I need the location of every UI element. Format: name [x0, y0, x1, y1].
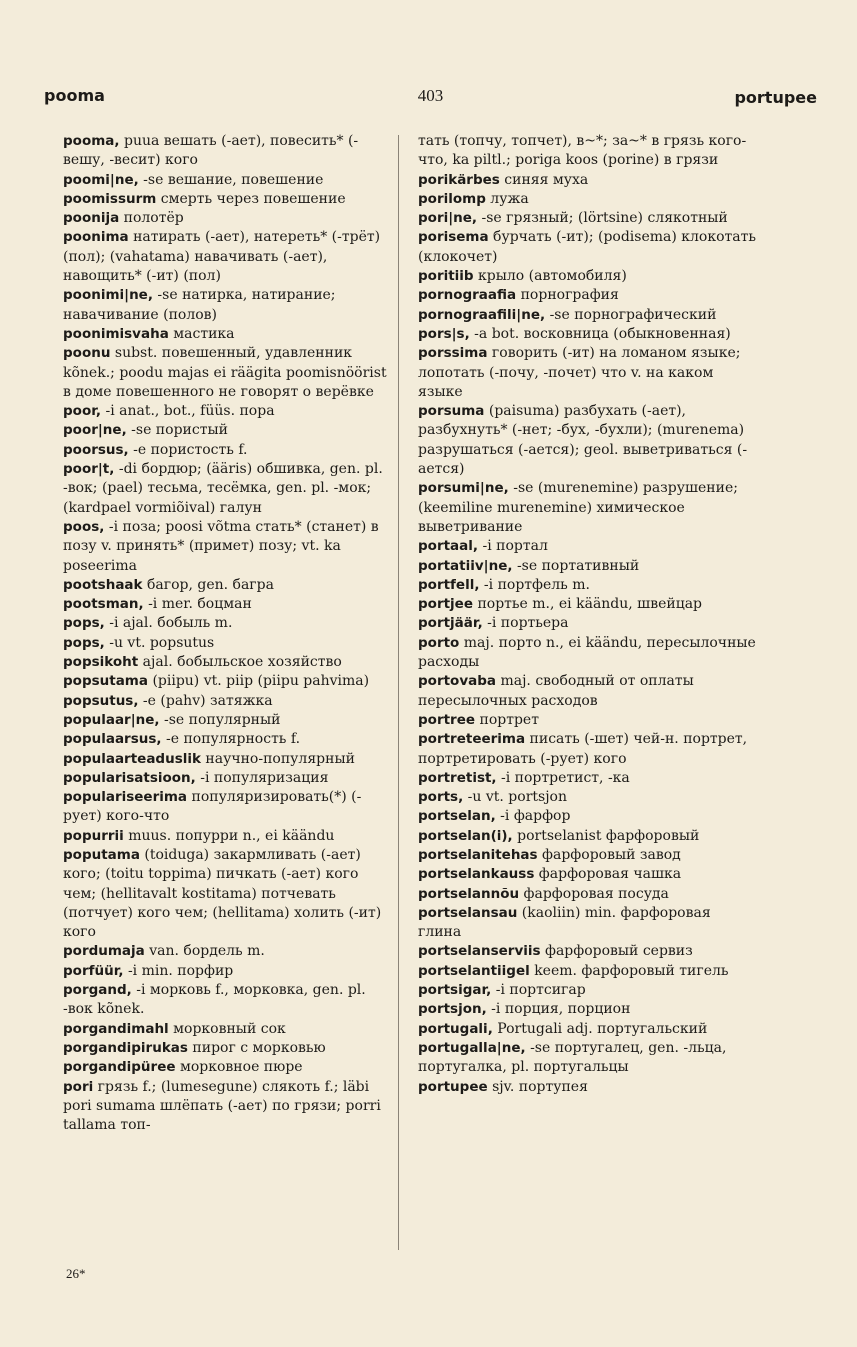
entry-definition: -e популярность f.: [161, 731, 301, 748]
entry-definition: мастика: [168, 325, 235, 342]
entry-definition: maj. свободный от оплаты пересылочных расходов: [418, 673, 694, 709]
dictionary-entry: [418, 730, 758, 769]
entry-definition: (toiduga) закармливать (-ает) кого; (toitu toppima) пичкать (-ает) кого чем; (hellitavalt kostitama) потчевать (потчует) кого чем; (hellitama) холить (-ит) кого: [63, 846, 382, 941]
entry-definition: синяя муха: [499, 171, 589, 188]
dictionary-entry: [63, 614, 393, 633]
dictionary-entry: [63, 402, 393, 421]
entry-headword: populaarteaduslik: [63, 750, 201, 767]
entry-definition: Portugali adj. португальский: [492, 1020, 708, 1037]
entry-headword: porisema: [418, 229, 489, 246]
dictionary-entry: [418, 769, 758, 788]
entry-definition: -i портфель m.: [479, 576, 590, 593]
entry-headword: populaarsus,: [63, 731, 162, 748]
entry-headword: portselansau: [418, 904, 518, 921]
entry-definition: фарфоровая посуда: [519, 885, 669, 902]
dictionary-entry: [63, 846, 393, 942]
entry-headword: pori|ne,: [418, 210, 478, 227]
dictionary-entry: [418, 228, 758, 267]
entry-headword: portugalla|ne,: [418, 1039, 526, 1056]
entry-definition: смерть через повешение: [156, 190, 346, 207]
entry-headword: poonu: [63, 345, 111, 362]
dictionary-entry: [418, 537, 758, 556]
entry-headword: portfell,: [418, 576, 480, 593]
dictionary-entry: [418, 788, 758, 807]
dictionary-entry: [418, 634, 758, 673]
entry-headword: portselantiigel: [418, 962, 530, 979]
entry-definition: -se порнографический: [545, 306, 717, 323]
dictionary-entry: [63, 1058, 393, 1077]
entry-definition: морковное пюре: [175, 1059, 303, 1076]
entry-definition: -i фарфор: [495, 808, 571, 825]
dictionary-entry: [418, 1020, 758, 1039]
entry-definition: -i портьера: [482, 615, 569, 632]
entry-headword: portselan,: [418, 808, 496, 825]
dictionary-entry: [418, 614, 758, 633]
dictionary-entry: [418, 286, 758, 305]
entry-definition: -se португалец, gen. -льца, португалка, pl. португальцы: [418, 1039, 727, 1076]
entry-definition: (kaoliin) min. фарфоровая глина: [418, 904, 711, 941]
entry-definition: -se портативный: [512, 557, 640, 574]
dictionary-entry: [418, 267, 758, 286]
dictionary-entry: [418, 981, 758, 1000]
entry-definition: писать (-шет) чей-н. портрет, портретировать (-рует) кого: [418, 731, 748, 767]
dictionary-entry: [63, 228, 393, 286]
entry-definition: бурчать (-ит); (podisema) клокотать (клокочет): [418, 229, 756, 265]
dictionary-entry: [63, 750, 393, 769]
entry-definition: -i морковь f., морковка, gen. pl. -вок kõnek.: [63, 982, 366, 1018]
entry-headword: poputama: [63, 846, 140, 863]
entry-headword: poor|ne,: [63, 422, 127, 439]
dictionary-entry: [63, 286, 393, 325]
entry-definition: -i mer. боцман: [143, 596, 252, 613]
dictionary-entry: [418, 171, 758, 190]
entry-headword: popurrii: [63, 827, 124, 844]
dictionary-entry: [63, 460, 393, 518]
entry-definition: maj. порто n., ei käändu, пересылочные расходы: [418, 634, 756, 671]
dictionary-entry: [63, 769, 393, 788]
entry-headword: popularisatsioon,: [63, 769, 196, 786]
entry-headword: portupee: [418, 1078, 488, 1095]
dictionary-entry: [63, 576, 393, 595]
entry-definition: portselanist фарфоровый: [512, 827, 700, 844]
entry-headword: poos,: [63, 518, 105, 535]
dictionary-entry: [418, 132, 758, 171]
entry-headword: porgandimahl: [63, 1020, 169, 1037]
left-column: [63, 132, 393, 1135]
entry-headword: portsjon,: [418, 1001, 487, 1018]
entry-definition: научно-популярный: [200, 750, 355, 767]
entry-headword: portreteerima: [418, 731, 526, 748]
entry-headword: poor|t,: [63, 461, 115, 478]
dictionary-entry: [418, 885, 758, 904]
dictionary-entry: [63, 132, 393, 171]
entry-headword: portjee: [418, 596, 473, 613]
entry-definition: -i anat., bot., füüs. пора: [101, 403, 275, 420]
entry-definition: -e пористость f.: [128, 441, 248, 458]
entry-headword: pornograafili|ne,: [418, 306, 546, 323]
entry-headword: portovaba: [418, 673, 497, 690]
dictionary-entry: [63, 421, 393, 440]
entry-headword: porgand,: [63, 982, 132, 999]
entry-definition: натирать (-ает), натереть* (-трёт) (пол); (vahatama) навачивать (-ает), навощить* (-ит) (пол): [63, 229, 381, 285]
entry-definition: -i портсигар: [491, 982, 586, 999]
dictionary-entry: [418, 1078, 758, 1097]
entry-definition: van. бордель m.: [144, 943, 265, 960]
dictionary-entry: [63, 692, 393, 711]
entry-headword: poomissurm: [63, 190, 157, 207]
entry-headword: portselanitehas: [418, 846, 538, 863]
dictionary-entry: [418, 904, 758, 943]
dictionary-entry: [418, 306, 758, 325]
entry-definition: крыло (автомобиля): [473, 268, 627, 285]
entry-headword: populariseerima: [63, 789, 188, 806]
entry-headword: pordumaja: [63, 943, 145, 960]
dictionary-entry: [418, 402, 758, 479]
page-header: [44, 86, 817, 114]
entry-headword: porto: [418, 634, 460, 651]
entry-definition: -se вешание, повешение: [138, 171, 324, 188]
page-number: 403: [417, 86, 444, 105]
dictionary-entry: [63, 827, 393, 846]
entry-headword: pops,: [63, 634, 105, 651]
entry-definition: полотёр: [119, 210, 184, 227]
dictionary-entry: [63, 711, 393, 730]
entry-headword: porsuma: [418, 403, 485, 420]
entry-definition: -se популярный: [159, 711, 281, 728]
entry-definition: -i min. порфир: [123, 962, 234, 979]
dictionary-entry: [63, 1078, 393, 1136]
entry-definition: грязь f.; (lumesegune) слякоть f.; läbi pori sumama шлёпать (-ает) по грязи; porri tallama топ-: [63, 1078, 381, 1134]
entry-definition: -e (pahv) затяжка: [138, 692, 273, 709]
dictionary-entry: [63, 962, 393, 981]
dictionary-entry: [63, 595, 393, 614]
entry-headword: populaar|ne,: [63, 711, 160, 728]
entry-definition: -u vt. popsutus: [104, 634, 215, 651]
entry-definition: -u vt. portsjon: [463, 789, 567, 806]
entry-headword: porikärbes: [418, 171, 500, 188]
entry-headword: porilomp: [418, 190, 486, 207]
entry-definition: -se пористый: [126, 422, 228, 439]
entry-headword: poorsus,: [63, 441, 129, 458]
sheet-signature: 26*: [66, 1266, 86, 1281]
dictionary-entry: [418, 1000, 758, 1019]
entry-headword: porsumi|ne,: [418, 480, 509, 497]
dictionary-entry: [63, 441, 393, 460]
dictionary-entry: [418, 209, 758, 228]
dictionary-entry: [63, 1020, 393, 1039]
entry-headword: porgandipirukas: [63, 1039, 188, 1056]
dictionary-entry: [63, 672, 393, 691]
dictionary-entry: [418, 807, 758, 826]
entry-definition: порнография: [516, 287, 619, 304]
dictionary-entry: [63, 518, 393, 576]
entry-definition: тать (топчу, топчет), в~*; за~* в грязь кого-что, ka piltl.; poriga koos (porine) в грязи: [418, 133, 747, 169]
entry-definition: puua вешать (-ает), повесить* (-вешу, -весит) кого: [63, 133, 359, 169]
dictionary-entry: [418, 1039, 758, 1078]
header-right-guideword: portupee: [734, 88, 817, 107]
dictionary-entry: [63, 730, 393, 749]
dictionary-entry: [63, 190, 393, 209]
entry-definition: -se натирка, натирание; навачивание (полов): [63, 287, 336, 323]
entry-headword: poor,: [63, 403, 102, 420]
dictionary-entry: [63, 344, 393, 402]
dictionary-entry: [63, 788, 393, 827]
dictionary-entry: [418, 942, 758, 961]
entry-definition: (piipu) vt. piip (piipu pahvima): [148, 673, 370, 690]
entry-definition: keem. фарфоровый тигель: [529, 962, 729, 979]
entry-headword: portree: [418, 711, 476, 728]
dictionary-entry: [418, 595, 758, 614]
dictionary-entry: [418, 576, 758, 595]
dictionary-entry: [418, 672, 758, 711]
entry-headword: portselan(i),: [418, 827, 513, 844]
entry-headword: pors|s,: [418, 325, 470, 342]
entry-definition: subst. повешенный, удавленник kõnek.; poodu majas ei räägita poomisnöörist в доме повешенного не говорят о верёвке: [63, 345, 387, 400]
entry-headword: poonija: [63, 210, 120, 227]
dictionary-entry: [418, 846, 758, 865]
entry-definition: багор, gen. багра: [142, 576, 274, 593]
entry-definition: -a bot. восковница (обыкновенная): [469, 325, 731, 342]
entry-headword: portjäär,: [418, 615, 483, 632]
entry-headword: ports,: [418, 789, 464, 806]
dictionary-entry: [418, 827, 758, 846]
entry-headword: porfüür,: [63, 962, 124, 979]
entry-definition: пирог с морковью: [187, 1039, 326, 1056]
entry-headword: portugali,: [418, 1020, 493, 1037]
entry-definition: muus. попурри n., ei käändu: [123, 827, 335, 844]
entry-headword: poonima: [63, 229, 129, 246]
dictionary-entry: [63, 1039, 393, 1058]
entry-definition: морковный сок: [168, 1020, 286, 1037]
entry-definition: лужа: [485, 190, 529, 207]
dictionary-entry: [418, 344, 758, 402]
entry-definition: портрет: [475, 711, 539, 728]
entry-definition: популяризировать(*) (-рует) кого-что: [63, 789, 362, 825]
right-column: [418, 132, 758, 1097]
entry-definition: фарфоровая чашка: [534, 866, 682, 883]
dictionary-entry: [63, 942, 393, 961]
entry-headword: portatiiv|ne,: [418, 557, 513, 574]
entry-headword: portselankauss: [418, 866, 535, 883]
dictionary-entry: [418, 190, 758, 209]
dictionary-entry: [418, 479, 758, 537]
dictionary-entry: [418, 962, 758, 981]
entry-headword: pootshaak: [63, 576, 143, 593]
entry-definition: фарфоровый сервиз: [540, 943, 693, 960]
entry-definition: -i ajal. бобыль m.: [104, 615, 233, 632]
dictionary-entry: [63, 325, 393, 344]
dictionary-entry: [63, 171, 393, 190]
entry-headword: portselannõu: [418, 885, 520, 902]
entry-headword: portretist,: [418, 769, 497, 786]
entry-headword: portsigar,: [418, 982, 492, 999]
entry-headword: portaal,: [418, 538, 479, 555]
entry-definition: фарфоровый завод: [537, 846, 681, 863]
entry-headword: poomi|ne,: [63, 171, 139, 188]
entry-definition: sjv. портупея: [487, 1078, 588, 1095]
dictionary-entry: [63, 981, 393, 1020]
entry-headword: pori: [63, 1078, 94, 1095]
entry-definition: -i портретист, -ка: [496, 769, 630, 786]
dictionary-entry: [418, 557, 758, 576]
entry-definition: -i популяризация: [195, 769, 329, 786]
entry-headword: pooma,: [63, 133, 120, 149]
entry-definition: (paisuma) разбухать (-ает), разбухнуть* (-нет; -бух, -бухли); (murenema) разрушаться (-ается); geol. выветриваться (-ается): [418, 403, 748, 478]
entry-headword: pornograafia: [418, 287, 517, 304]
entry-headword: poritiib: [418, 268, 474, 285]
entry-definition: -i поза; poosi võtma стать* (станет) в позу v. принять* (примет) позу; vt. ka poseerima: [63, 518, 379, 574]
entry-definition: ajal. бобыльское хозяйство: [138, 654, 342, 671]
entry-headword: pootsman,: [63, 596, 144, 613]
entry-headword: poonimisvaha: [63, 325, 169, 342]
header-left-guideword: pooma: [44, 86, 105, 105]
dictionary-entry: [418, 325, 758, 344]
dictionary-entry: [63, 209, 393, 228]
entry-definition: -se (murenemine) разрушение; (keemiline murenemine) химическое выветривание: [418, 480, 738, 535]
entry-headword: popsutama: [63, 673, 148, 690]
dictionary-entry: [63, 653, 393, 672]
entry-headword: portselanserviis: [418, 943, 541, 960]
entry-definition: -se грязный; (lörtsine) слякотный: [477, 210, 728, 227]
dictionary-entry: [418, 711, 758, 730]
dictionary-entry: [63, 634, 393, 653]
entry-definition: -i портал: [478, 538, 548, 555]
entry-headword: poonimi|ne,: [63, 287, 153, 304]
entry-headword: porgandipüree: [63, 1059, 176, 1076]
entry-definition: портье m., ei käändu, швейцар: [473, 596, 703, 613]
entry-definition: говорить (-ит) на ломаном языке; лопотать (-почу, -почет) что v. на каком языке: [418, 345, 741, 400]
entry-definition: -di бордюр; (ääris) обшивка, gen. pl. -вок; (pael) тесьма, тесёмка, gen. pl. -мок; (kardpael vormiõival) галун: [63, 461, 383, 516]
entry-headword: popsikoht: [63, 654, 139, 671]
entry-headword: porssima: [418, 345, 488, 362]
entry-definition: -i порция, порцион: [486, 1001, 631, 1018]
column-divider: [398, 135, 399, 1250]
dictionary-entry: [418, 865, 758, 884]
entry-headword: pops,: [63, 615, 105, 632]
entry-headword: popsutus,: [63, 692, 139, 709]
